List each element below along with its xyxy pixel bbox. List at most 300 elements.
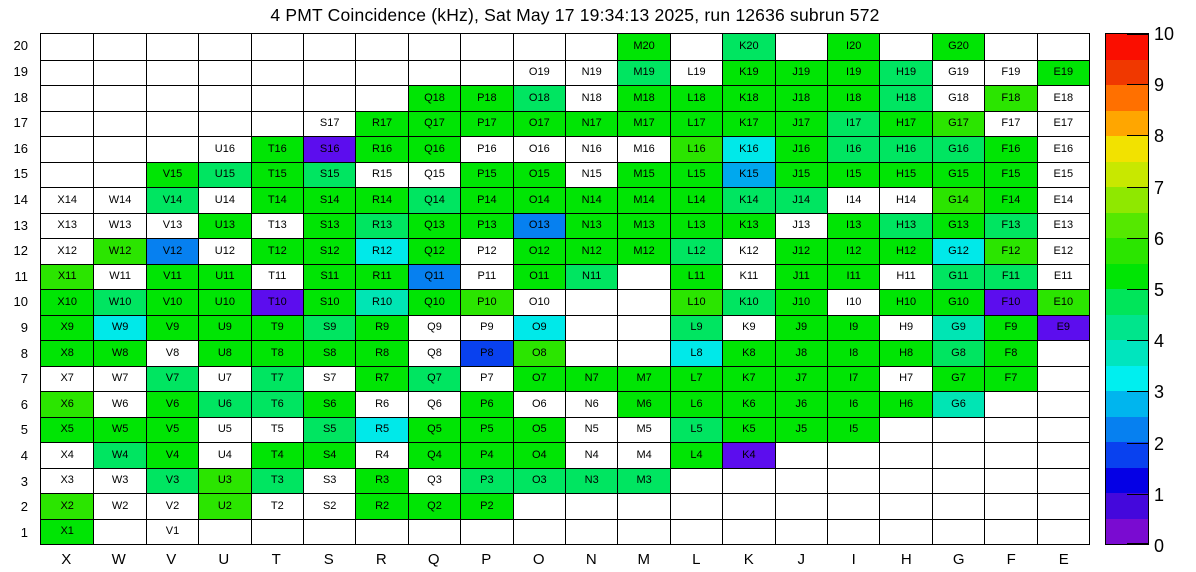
cell-Q9: Q9: [408, 315, 460, 341]
cell-X1: X1: [41, 519, 93, 545]
cell-F9: F9: [984, 315, 1036, 341]
cell-F10: F10: [984, 289, 1036, 315]
cell-R8: R8: [355, 340, 407, 366]
chart-title: 4 PMT Coincidence (kHz), Sat May 17 19:34:13 2025, run 12636 subrun 572: [270, 5, 880, 25]
cell-empty: [722, 493, 774, 519]
cell-empty: [670, 493, 722, 519]
cell-L12: L12: [670, 238, 722, 264]
cell-U4: U4: [198, 442, 250, 468]
cell-G9: G9: [932, 315, 984, 341]
cell-L7: L7: [670, 366, 722, 392]
cell-O6: O6: [513, 391, 565, 417]
cell-S10: S10: [303, 289, 355, 315]
cell-N6: N6: [565, 391, 617, 417]
cell-H8: H8: [879, 340, 931, 366]
cell-K19: K19: [722, 60, 774, 86]
cell-empty: [408, 519, 460, 545]
cell-J10: J10: [775, 289, 827, 315]
cell-Q6: Q6: [408, 391, 460, 417]
colorbar-segment-14: [1106, 391, 1148, 417]
cell-empty: [198, 519, 250, 545]
col-label-W: W: [111, 551, 126, 568]
cell-empty: [93, 111, 145, 137]
cell-E10: E10: [1037, 289, 1089, 315]
colorbar-tick-8: [1127, 135, 1148, 136]
cell-R4: R4: [355, 442, 407, 468]
cell-empty: [565, 315, 617, 341]
cell-T6: T6: [251, 391, 303, 417]
col-label-P: P: [481, 551, 492, 568]
cell-empty: [984, 519, 1036, 545]
cell-empty: [617, 519, 669, 545]
cell-X9: X9: [41, 315, 93, 341]
cell-T13: T13: [251, 213, 303, 239]
cell-T10: T10: [251, 289, 303, 315]
cell-L5: L5: [670, 417, 722, 443]
cell-P5: P5: [460, 417, 512, 443]
cell-empty: [565, 34, 617, 60]
cell-empty: [251, 519, 303, 545]
col-label-Q: Q: [427, 551, 440, 568]
cell-Q11: Q11: [408, 264, 460, 290]
cell-H16: H16: [879, 136, 931, 162]
cell-O11: O11: [513, 264, 565, 290]
cell-empty: [41, 136, 93, 162]
colorbar-segment-5: [1106, 162, 1148, 188]
cell-P2: P2: [460, 493, 512, 519]
cell-empty: [251, 60, 303, 86]
cell-P12: P12: [460, 238, 512, 264]
cell-F12: F12: [984, 238, 1036, 264]
cell-O15: O15: [513, 162, 565, 188]
x-axis-column-labels: [40, 551, 1090, 569]
cell-T7: T7: [251, 366, 303, 392]
cell-M12: M12: [617, 238, 669, 264]
cell-empty: [879, 468, 931, 494]
cell-O16: O16: [513, 136, 565, 162]
cell-empty: [93, 162, 145, 188]
cell-X10: X10: [41, 289, 93, 315]
cell-M19: M19: [617, 60, 669, 86]
cell-empty: [1037, 340, 1089, 366]
cell-empty: [984, 442, 1036, 468]
cell-X12: X12: [41, 238, 93, 264]
cell-F7: F7: [984, 366, 1036, 392]
row-label-9: 9: [20, 319, 28, 335]
cell-G16: G16: [932, 136, 984, 162]
cell-S16: S16: [303, 136, 355, 162]
cell-K6: K6: [722, 391, 774, 417]
cell-K14: K14: [722, 187, 774, 213]
cell-M13: M13: [617, 213, 669, 239]
cell-empty: [303, 34, 355, 60]
cell-K15: K15: [722, 162, 774, 188]
cell-empty: [670, 34, 722, 60]
colorbar-segment-16: [1106, 442, 1148, 468]
cell-I17: I17: [827, 111, 879, 137]
cell-T12: T12: [251, 238, 303, 264]
cell-S8: S8: [303, 340, 355, 366]
cell-T5: T5: [251, 417, 303, 443]
cell-H19: H19: [879, 60, 931, 86]
cell-H17: H17: [879, 111, 931, 137]
cell-G20: G20: [932, 34, 984, 60]
cell-empty: [146, 60, 198, 86]
cell-empty: [460, 519, 512, 545]
cell-G18: G18: [932, 85, 984, 111]
cell-R14: R14: [355, 187, 407, 213]
cell-J16: J16: [775, 136, 827, 162]
cell-S7: S7: [303, 366, 355, 392]
cell-M14: M14: [617, 187, 669, 213]
cell-W8: W8: [93, 340, 145, 366]
cell-empty: [355, 60, 407, 86]
cell-V7: V7: [146, 366, 198, 392]
cell-P6: P6: [460, 391, 512, 417]
cell-P18: P18: [460, 85, 512, 111]
cell-T15: T15: [251, 162, 303, 188]
cell-W9: W9: [93, 315, 145, 341]
row-label-6: 6: [20, 396, 28, 412]
cell-S11: S11: [303, 264, 355, 290]
cell-H13: H13: [879, 213, 931, 239]
cell-empty: [251, 85, 303, 111]
colorbar-tick-5: [1127, 289, 1148, 290]
cell-empty: [827, 468, 879, 494]
cell-empty: [1037, 34, 1089, 60]
cell-empty: [198, 34, 250, 60]
cell-empty: [827, 442, 879, 468]
cell-empty: [41, 111, 93, 137]
cell-T16: T16: [251, 136, 303, 162]
cell-empty: [879, 417, 931, 443]
cell-X3: X3: [41, 468, 93, 494]
cell-I14: I14: [827, 187, 879, 213]
colorbar-segment-7: [1106, 213, 1148, 239]
cell-U11: U11: [198, 264, 250, 290]
cell-S17: S17: [303, 111, 355, 137]
cell-O9: O9: [513, 315, 565, 341]
cell-M4: M4: [617, 442, 669, 468]
cell-empty: [355, 85, 407, 111]
col-label-S: S: [323, 551, 334, 568]
cell-P15: P15: [460, 162, 512, 188]
cell-P9: P9: [460, 315, 512, 341]
colorbar-segment-1: [1106, 60, 1148, 86]
cell-M6: M6: [617, 391, 669, 417]
cell-W12: W12: [93, 238, 145, 264]
cell-X6: X6: [41, 391, 93, 417]
cell-P14: P14: [460, 187, 512, 213]
cell-empty: [251, 34, 303, 60]
row-label-19: 19: [13, 63, 28, 79]
cell-K16: K16: [722, 136, 774, 162]
cell-M15: M15: [617, 162, 669, 188]
cell-L15: L15: [670, 162, 722, 188]
cell-G13: G13: [932, 213, 984, 239]
col-label-F: F: [1006, 551, 1016, 568]
cell-E13: E13: [1037, 213, 1089, 239]
cell-empty: [775, 519, 827, 545]
cell-empty: [1037, 417, 1089, 443]
cell-I19: I19: [827, 60, 879, 86]
cell-H7: H7: [879, 366, 931, 392]
colorbar-label-9: 9: [1154, 75, 1165, 96]
cell-J6: J6: [775, 391, 827, 417]
cell-H12: H12: [879, 238, 931, 264]
cell-N18: N18: [565, 85, 617, 111]
cell-O14: O14: [513, 187, 565, 213]
cell-H10: H10: [879, 289, 931, 315]
cell-empty: [879, 34, 931, 60]
cell-J7: J7: [775, 366, 827, 392]
cell-T9: T9: [251, 315, 303, 341]
row-label-15: 15: [13, 166, 28, 182]
col-label-N: N: [585, 551, 597, 568]
cell-I8: I8: [827, 340, 879, 366]
cell-U12: U12: [198, 238, 250, 264]
cell-G14: G14: [932, 187, 984, 213]
colorbar-tick-2: [1127, 443, 1148, 444]
cell-N4: N4: [565, 442, 617, 468]
cell-U10: U10: [198, 289, 250, 315]
cell-K9: K9: [722, 315, 774, 341]
cell-empty: [303, 85, 355, 111]
cell-S6: S6: [303, 391, 355, 417]
cell-empty: [879, 493, 931, 519]
colorbar-label-10: 10: [1154, 24, 1175, 44]
colorbar-label-4: 4: [1154, 331, 1165, 352]
cell-P17: P17: [460, 111, 512, 137]
cell-E15: E15: [1037, 162, 1089, 188]
cell-I11: I11: [827, 264, 879, 290]
cell-empty: [1037, 519, 1089, 545]
cell-V3: V3: [146, 468, 198, 494]
cell-empty: [41, 34, 93, 60]
cell-J5: J5: [775, 417, 827, 443]
cell-Q13: Q13: [408, 213, 460, 239]
cell-P3: P3: [460, 468, 512, 494]
cell-M17: M17: [617, 111, 669, 137]
cell-J14: J14: [775, 187, 827, 213]
colorbar-segment-6: [1106, 187, 1148, 213]
colorbar-tick-6: [1127, 238, 1148, 239]
cell-R5: R5: [355, 417, 407, 443]
cell-F11: F11: [984, 264, 1036, 290]
colorbar-segment-0: [1106, 34, 1148, 60]
cell-U16: U16: [198, 136, 250, 162]
cell-X11: X11: [41, 264, 93, 290]
cell-empty: [198, 111, 250, 137]
cell-X4: X4: [41, 442, 93, 468]
cell-empty: [617, 264, 669, 290]
cell-I18: I18: [827, 85, 879, 111]
row-label-4: 4: [20, 447, 28, 463]
cell-H15: H15: [879, 162, 931, 188]
cell-K18: K18: [722, 85, 774, 111]
cell-S14: S14: [303, 187, 355, 213]
cell-O3: O3: [513, 468, 565, 494]
cell-U5: U5: [198, 417, 250, 443]
cell-E19: E19: [1037, 60, 1089, 86]
cell-W4: W4: [93, 442, 145, 468]
cell-O8: O8: [513, 340, 565, 366]
cell-G12: G12: [932, 238, 984, 264]
cell-L19: L19: [670, 60, 722, 86]
cell-G17: G17: [932, 111, 984, 137]
cell-M20: M20: [617, 34, 669, 60]
cell-G8: G8: [932, 340, 984, 366]
cell-O5: O5: [513, 417, 565, 443]
cell-R2: R2: [355, 493, 407, 519]
cell-V13: V13: [146, 213, 198, 239]
col-label-T: T: [271, 551, 281, 568]
cell-K13: K13: [722, 213, 774, 239]
cell-Q4: Q4: [408, 442, 460, 468]
cell-N17: N17: [565, 111, 617, 137]
colorbar-segment-19: [1106, 519, 1148, 545]
cell-empty: [1037, 442, 1089, 468]
cell-F15: F15: [984, 162, 1036, 188]
cell-I13: I13: [827, 213, 879, 239]
cell-F16: F16: [984, 136, 1036, 162]
cell-empty: [251, 111, 303, 137]
cell-W3: W3: [93, 468, 145, 494]
cell-empty: [355, 519, 407, 545]
cell-empty: [41, 60, 93, 86]
cell-U7: U7: [198, 366, 250, 392]
cell-empty: [617, 315, 669, 341]
cell-P4: P4: [460, 442, 512, 468]
cell-L6: L6: [670, 391, 722, 417]
cell-empty: [460, 34, 512, 60]
cell-M16: M16: [617, 136, 669, 162]
cell-I9: I9: [827, 315, 879, 341]
row-label-7: 7: [20, 371, 28, 387]
cell-E14: E14: [1037, 187, 1089, 213]
colorbar-segment-3: [1106, 111, 1148, 137]
cell-V15: V15: [146, 162, 198, 188]
cell-N16: N16: [565, 136, 617, 162]
cell-empty: [93, 136, 145, 162]
cell-S9: S9: [303, 315, 355, 341]
cell-L4: L4: [670, 442, 722, 468]
cell-empty: [93, 34, 145, 60]
cell-H14: H14: [879, 187, 931, 213]
col-label-O: O: [532, 551, 545, 568]
cell-empty: [408, 34, 460, 60]
cell-G11: G11: [932, 264, 984, 290]
cell-S3: S3: [303, 468, 355, 494]
cell-N5: N5: [565, 417, 617, 443]
cell-empty: [1037, 468, 1089, 494]
cell-S13: S13: [303, 213, 355, 239]
cell-W11: W11: [93, 264, 145, 290]
cell-L18: L18: [670, 85, 722, 111]
cell-H6: H6: [879, 391, 931, 417]
cell-I6: I6: [827, 391, 879, 417]
cell-empty: [565, 519, 617, 545]
colorbar-label-7: 7: [1154, 177, 1165, 198]
cell-empty: [408, 60, 460, 86]
cell-J18: J18: [775, 85, 827, 111]
cell-N12: N12: [565, 238, 617, 264]
cell-V2: V2: [146, 493, 198, 519]
cell-U9: U9: [198, 315, 250, 341]
cell-L8: L8: [670, 340, 722, 366]
colorbar-tick-7: [1127, 187, 1148, 188]
colorbar-label-1: 1: [1154, 484, 1165, 505]
cell-empty: [41, 162, 93, 188]
cell-T3: T3: [251, 468, 303, 494]
row-label-14: 14: [13, 191, 28, 207]
cell-T2: T2: [251, 493, 303, 519]
row-label-13: 13: [13, 217, 28, 233]
cell-R6: R6: [355, 391, 407, 417]
cell-J19: J19: [775, 60, 827, 86]
cell-T14: T14: [251, 187, 303, 213]
cell-S5: S5: [303, 417, 355, 443]
cell-W14: W14: [93, 187, 145, 213]
cell-W10: W10: [93, 289, 145, 315]
cell-V9: V9: [146, 315, 198, 341]
cell-V5: V5: [146, 417, 198, 443]
cell-E11: E11: [1037, 264, 1089, 290]
colorbar-label-0: 0: [1154, 536, 1165, 556]
row-label-18: 18: [13, 89, 28, 105]
cell-G19: G19: [932, 60, 984, 86]
cell-empty: [513, 519, 565, 545]
colorbar-segment-10: [1106, 289, 1148, 315]
cell-U14: U14: [198, 187, 250, 213]
cell-R10: R10: [355, 289, 407, 315]
cell-Q18: Q18: [408, 85, 460, 111]
col-label-R: R: [375, 551, 387, 568]
row-label-3: 3: [20, 473, 28, 489]
cell-J9: J9: [775, 315, 827, 341]
cell-I5: I5: [827, 417, 879, 443]
cell-U6: U6: [198, 391, 250, 417]
cell-X2: X2: [41, 493, 93, 519]
cell-empty: [513, 493, 565, 519]
cell-F8: F8: [984, 340, 1036, 366]
cell-Q3: Q3: [408, 468, 460, 494]
colorbar-segment-12: [1106, 340, 1148, 366]
cell-J17: J17: [775, 111, 827, 137]
cell-empty: [775, 34, 827, 60]
col-label-K: K: [743, 551, 754, 568]
cell-X7: X7: [41, 366, 93, 392]
row-label-2: 2: [20, 499, 28, 515]
cell-L16: L16: [670, 136, 722, 162]
cell-L17: L17: [670, 111, 722, 137]
cell-P8: P8: [460, 340, 512, 366]
colorbar-label-2: 2: [1154, 433, 1165, 454]
cell-F14: F14: [984, 187, 1036, 213]
cell-K7: K7: [722, 366, 774, 392]
cell-empty: [670, 468, 722, 494]
row-label-16: 16: [13, 140, 28, 156]
cell-I10: I10: [827, 289, 879, 315]
cell-M3: M3: [617, 468, 669, 494]
colorbar-segment-13: [1106, 366, 1148, 392]
cell-H18: H18: [879, 85, 931, 111]
col-label-L: L: [692, 551, 701, 568]
colorbar-label-3: 3: [1154, 382, 1165, 403]
cell-J13: J13: [775, 213, 827, 239]
cell-empty: [670, 519, 722, 545]
row-label-10: 10: [13, 294, 28, 310]
